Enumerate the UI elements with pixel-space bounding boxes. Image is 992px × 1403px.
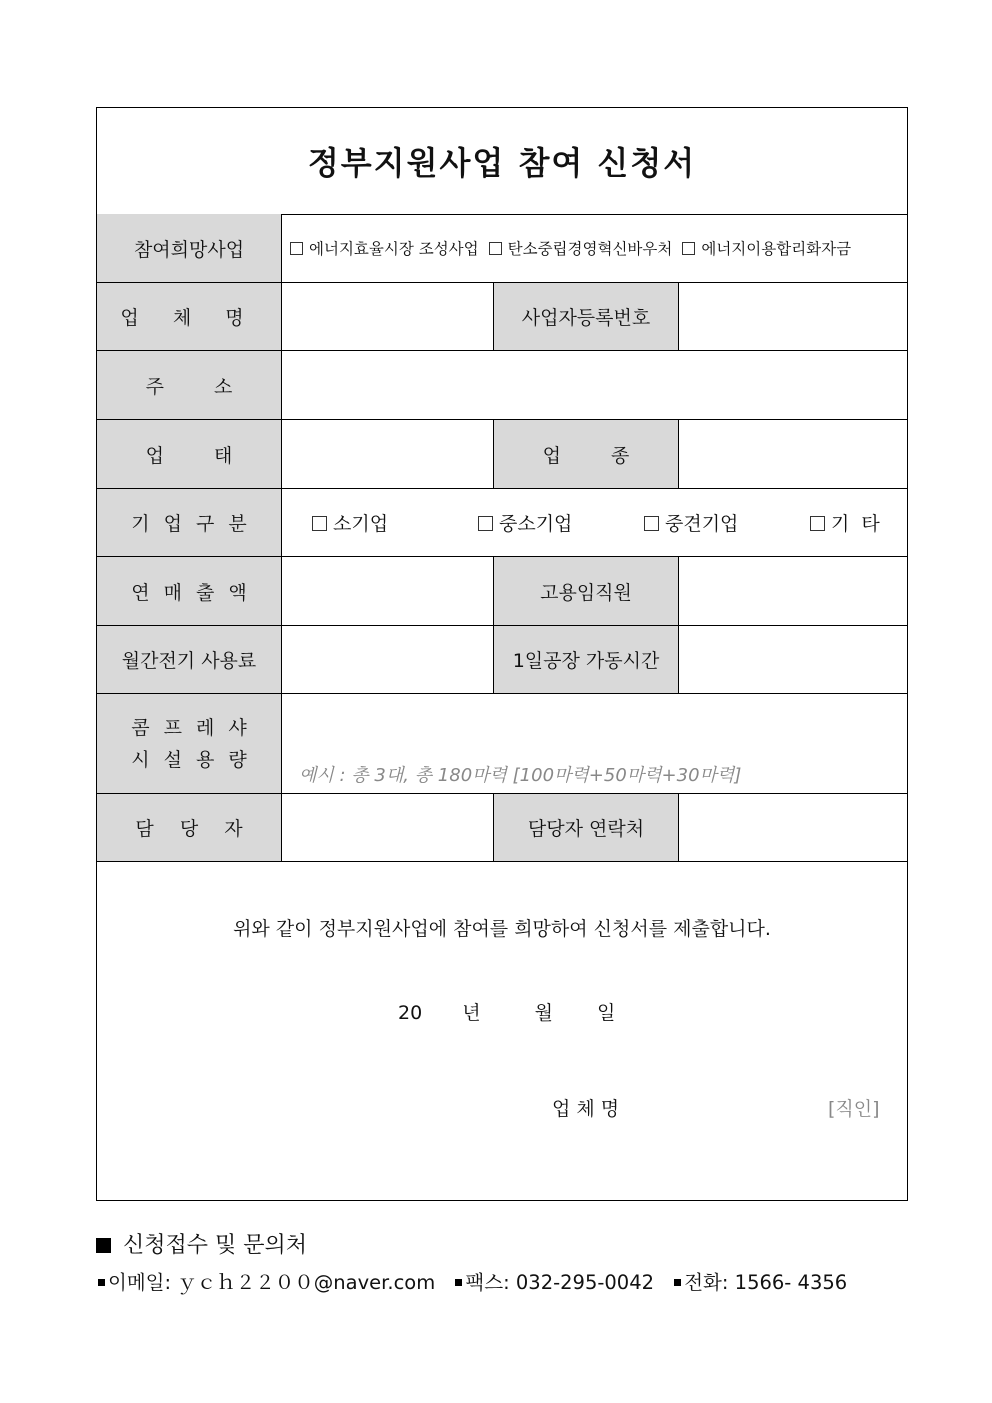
checkbox-icon[interactable] [312,516,327,531]
fax-number: 032-295-0042 [515,1271,655,1294]
contact-heading: 신청접수 및 문의처 [96,1228,307,1259]
compressor-label [97,694,282,794]
category-options [282,489,907,557]
biztype-field[interactable] [282,420,494,489]
category-label: 기 업 구 분 [97,489,282,557]
hours-label: 1일공장 가동시간 [494,626,679,694]
phone-label: 전화: [684,1271,729,1294]
application-form [96,107,908,1201]
power-field[interactable] [282,626,494,694]
sales-label: 연 매 출 액 [97,557,282,626]
checkbox-icon[interactable] [478,516,493,531]
bullet-icon [455,1279,462,1286]
checkbox-icon[interactable] [489,242,502,255]
contact-field[interactable] [679,794,907,862]
compressor-field[interactable] [282,694,907,794]
year-label: 년 [462,1002,481,1024]
company-label: 업 체 명 [97,283,282,351]
biztype-label: 업 태 [97,420,282,489]
category-option[interactable]: 중견기업 [644,509,800,536]
employees-label: 고용임직원 [494,557,679,626]
address-field[interactable] [282,351,907,420]
phone-number: 1566- 4356 [734,1271,848,1294]
email-link[interactable]: ｙｃｈ２２００@naver.com [177,1271,436,1294]
company-field[interactable] [282,283,494,351]
program-option[interactable]: 에너지이용합리화자금 [682,237,851,259]
email-label: 이메일: [108,1271,172,1294]
hours-field[interactable] [679,626,907,694]
manager-field[interactable] [282,794,494,862]
declaration-section [97,862,907,1200]
date-line [398,998,615,1025]
square-bullet-icon [96,1238,111,1253]
contact-info [98,1267,847,1295]
bizno-field[interactable] [679,283,907,351]
bullet-icon [674,1279,681,1286]
power-label: 월간전기 사용료 [97,626,282,694]
program-option[interactable]: 탄소중립경영혁신바우처 [489,237,673,259]
fax-label: 팩스: [465,1271,510,1294]
form-title: 정부지원사업 참여 신청서 [97,108,907,215]
signer-label: 업체명 [552,1098,626,1120]
category-option[interactable]: 기 타 [810,509,880,536]
bullet-icon [98,1279,105,1286]
month-label: 월 [534,1002,553,1024]
checkbox-icon[interactable] [682,242,695,255]
contact-label: 담당자 연락처 [494,794,679,862]
compressor-label-line2: 시 설 용 량 [131,748,247,771]
day-label: 일 [597,1002,616,1024]
address-label: 주 소 [97,351,282,420]
bizitem-field[interactable] [679,420,907,489]
declaration-text: 위와 같이 정부지원사업에 참여를 희망하여 신청서를 제출합니다. [233,918,771,940]
checkbox-icon[interactable] [290,242,303,255]
seal-placeholder: [직인] [828,1098,880,1120]
sales-field[interactable] [282,557,494,626]
program-label: 참여희망사업 [97,214,282,283]
bizitem-label: 업 종 [494,420,679,489]
checkbox-icon[interactable] [644,516,659,531]
compressor-example: 예시 : 총 3대, 총 180마력 [100마력+50마력+30마력] [299,765,742,786]
category-option[interactable]: 중소기업 [478,509,634,536]
bizno-label: 사업자등록번호 [494,283,679,351]
category-option[interactable]: 소기업 [312,509,468,536]
program-options [282,214,907,283]
manager-label: 담 당 자 [97,794,282,862]
year-prefix: 20 [398,1002,423,1024]
employees-field[interactable] [679,557,907,626]
checkbox-icon[interactable] [810,516,825,531]
compressor-label-line1: 콤 프 레 샤 [131,716,247,739]
program-option[interactable]: 에너지효율시장 조성사업 [290,237,479,259]
